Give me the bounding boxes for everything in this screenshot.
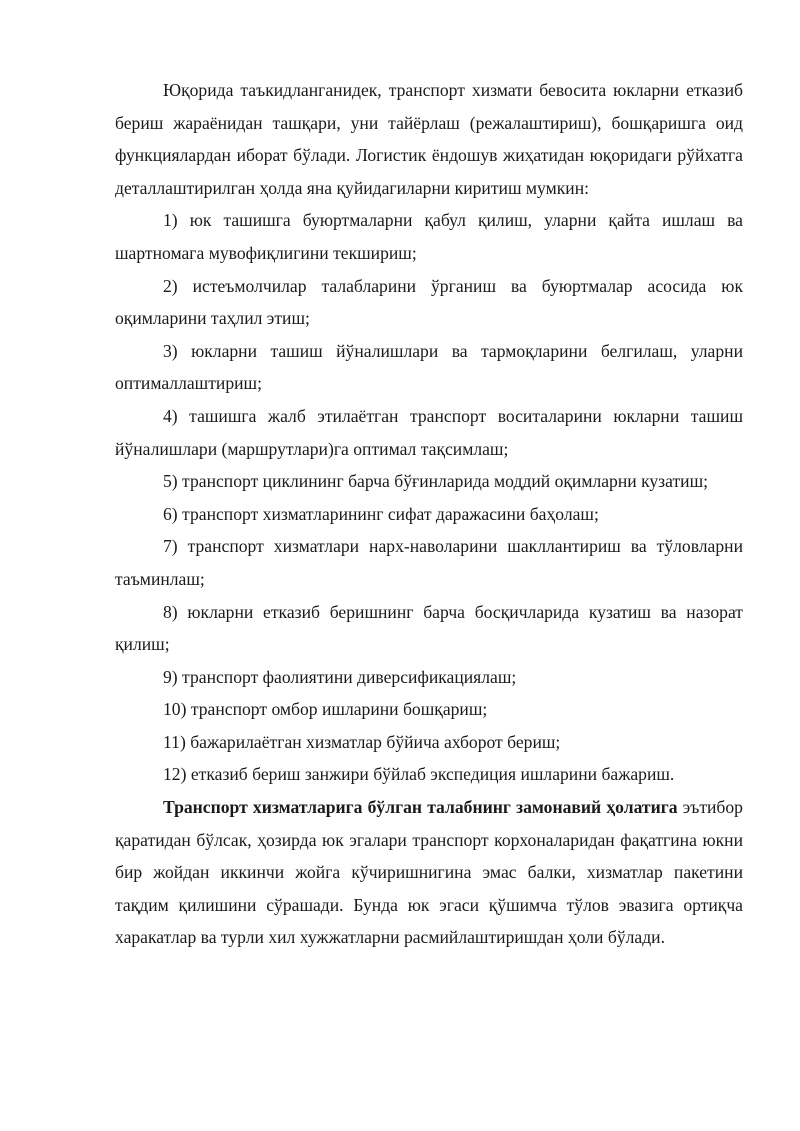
intro-paragraph: Юқорида таъкидланганидек, транспорт хизмати бевосита юкларни етказиб бериш жараёнидан ташқари, уни тайёрлаш (режалаштириш), бошқаришга оид функциялардан иборат бўлади. Логистик ёндошув жиҳатидан юқоридаги рўйхатга деталлаштирилган ҳолда яна қуйидагиларни киритиш мумкин:: [115, 80, 743, 198]
list-item: 10) транспорт омбор ишларини бошқариш;: [163, 699, 488, 720]
closing-bold-lead: Транспорт хизматларига бўлган талабнинг замонавий ҳолатига: [163, 797, 678, 818]
list-item: 5) транспорт циклининг барча бўғинларида моддий оқимларни кузатиш;: [163, 471, 709, 492]
list-item: 2) истеъмолчилар талабларини ўрганиш ва буюртмалар асосида юк оқимларини таҳлил этиш;: [115, 275, 743, 329]
list-item: 3) юкларни ташиш йўналишлари ва тармоқларини белгилаш, уларни оптималлаштириш;: [115, 340, 743, 394]
list-item: 9) транспорт фаолиятини диверсификациялаш;: [163, 666, 517, 687]
list-item: 6) транспорт хизматларининг сифат даражасини баҳолаш;: [163, 503, 599, 524]
list-item: 1) юк ташишга буюртмаларни қабул қилиш, уларни қайта ишлаш ва шартномага мувофиқлигини текшириш;: [115, 210, 743, 263]
closing-text: эътибор қаратидан бўлсак, ҳозирда юк эгалари транспорт корхоналаридан фақатгина юкни бир жойдан иккинчи жойга кўчиришнигина эмас балки, хизматлар пакетини тақдим қилишини сўрашади. Бунда юк эгаси қўшимча тўлов эвазига ортиқча харакатлар ва турли хил хужжатларни расмийлаштиришдан ҳоли бўлади.: [115, 797, 743, 948]
list-item: 11) бажарилаётган хизматлар бўйича ахборот бериш;: [163, 731, 561, 752]
list-item: 4) ташишга жалб этилаётган транспорт воситаларини юкларни ташиш йўналишлари (маршрутлари)га оптимал тақсимлаш;: [115, 405, 743, 459]
list-item: 7) транспорт хизматлари нарх-наволарини шакллантириш ва тўловларни таъминлаш;: [115, 536, 743, 589]
list-item: 8) юкларни етказиб беришнинг барча босқичларида кузатиш ва назорат қилиш;: [115, 601, 743, 655]
closing-paragraph: [115, 791, 743, 954]
function-list: [115, 204, 743, 791]
list-item: 12) етказиб бериш занжири бўйлаб экспедиция ишларини бажариш.: [163, 764, 675, 785]
